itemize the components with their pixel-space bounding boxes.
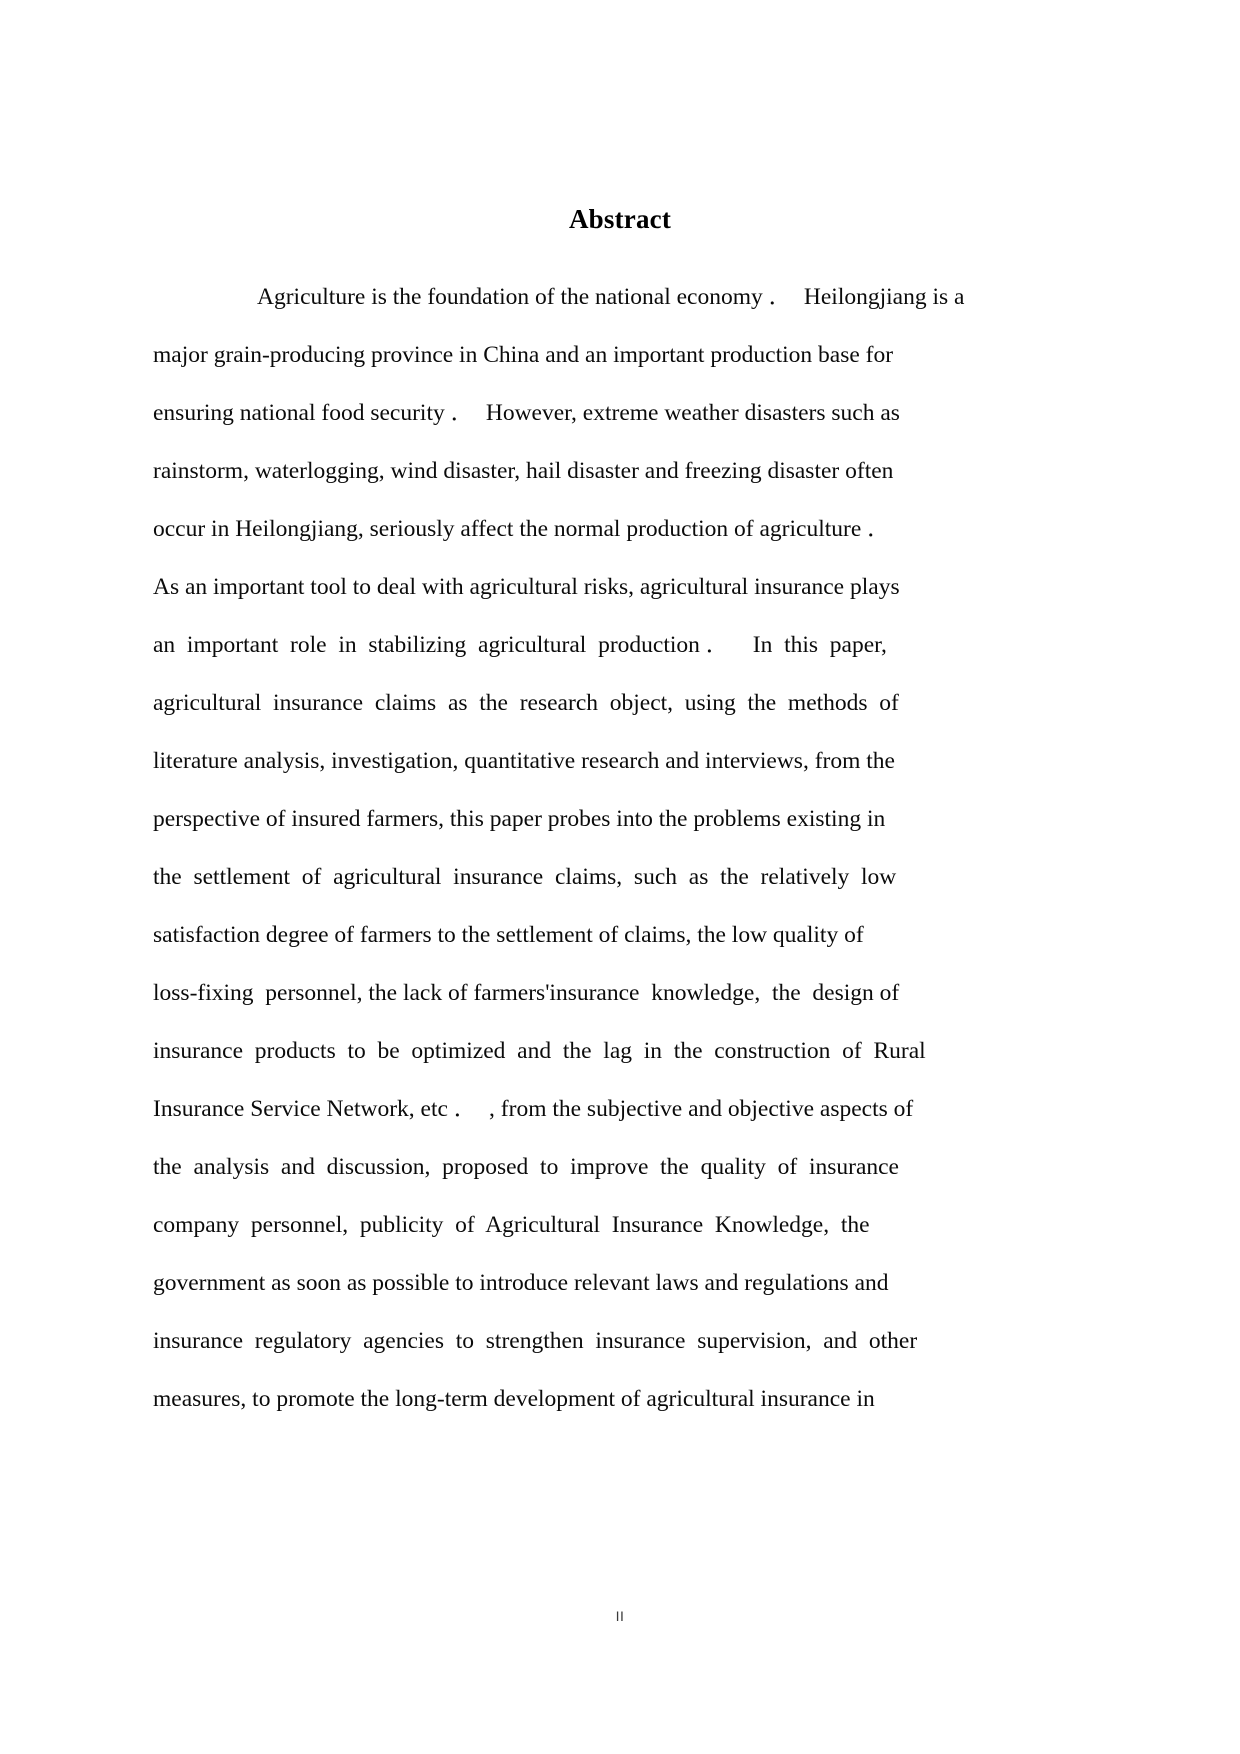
paragraph-line: an important role in stabilizing agricultural production ． In this paper,	[153, 632, 887, 658]
paragraph-line: satisfaction degree of farmers to the settlement of claims, the low quality of	[153, 922, 864, 948]
paragraph-line: occur in Heilongjiang, seriously affect the normal production of agriculture ．	[153, 516, 891, 542]
paragraph-line: company personnel, publicity of Agricultural Insurance Knowledge, the	[153, 1212, 870, 1238]
paragraph-line: Insurance Service Network, etc ． , from the subjective and objective aspects of	[153, 1096, 914, 1122]
paragraph-line: As an important tool to deal with agricultural risks, agricultural insurance plays	[153, 574, 900, 600]
paragraph-line: loss-fixing personnel, the lack of farmers'insurance knowledge, the design of	[153, 980, 900, 1006]
paragraph-line: measures, to promote the long-term development of agricultural insurance in	[153, 1386, 875, 1412]
page-title: Abstract	[568, 204, 672, 235]
paragraph-line: the settlement of agricultural insurance claims, such as the relatively low	[153, 864, 897, 890]
paragraph-line: insurance products to be optimized and the lag in the construction of Rural	[153, 1038, 926, 1064]
paragraph-line: agricultural insurance claims as the research object, using the methods of	[153, 690, 899, 716]
paragraph-line: perspective of insured farmers, this paper probes into the problems existing in	[153, 806, 886, 832]
paragraph-line: literature analysis, investigation, quantitative research and interviews, from the	[153, 748, 895, 774]
paragraph-line: insurance regulatory agencies to strengthen insurance supervision, and other	[153, 1328, 918, 1354]
paragraph-line: government as soon as possible to introduce relevant laws and regulations and	[153, 1270, 889, 1296]
paragraph-line: the analysis and discussion, proposed to improve the quality of insurance	[153, 1154, 899, 1180]
paragraph-line: major grain-producing province in China and an important production base for	[153, 342, 894, 368]
abstract-paragraph	[153, 268, 1000, 1428]
page-number: II	[615, 1608, 625, 1624]
paragraph-line: ensuring national food security ． However, extreme weather disasters such as	[153, 400, 900, 426]
paragraph-line: Agriculture is the foundation of the national economy ． Heilongjiang is a	[257, 284, 965, 310]
paragraph-line: rainstorm, waterlogging, wind disaster, hail disaster and freezing disaster often	[153, 458, 894, 484]
